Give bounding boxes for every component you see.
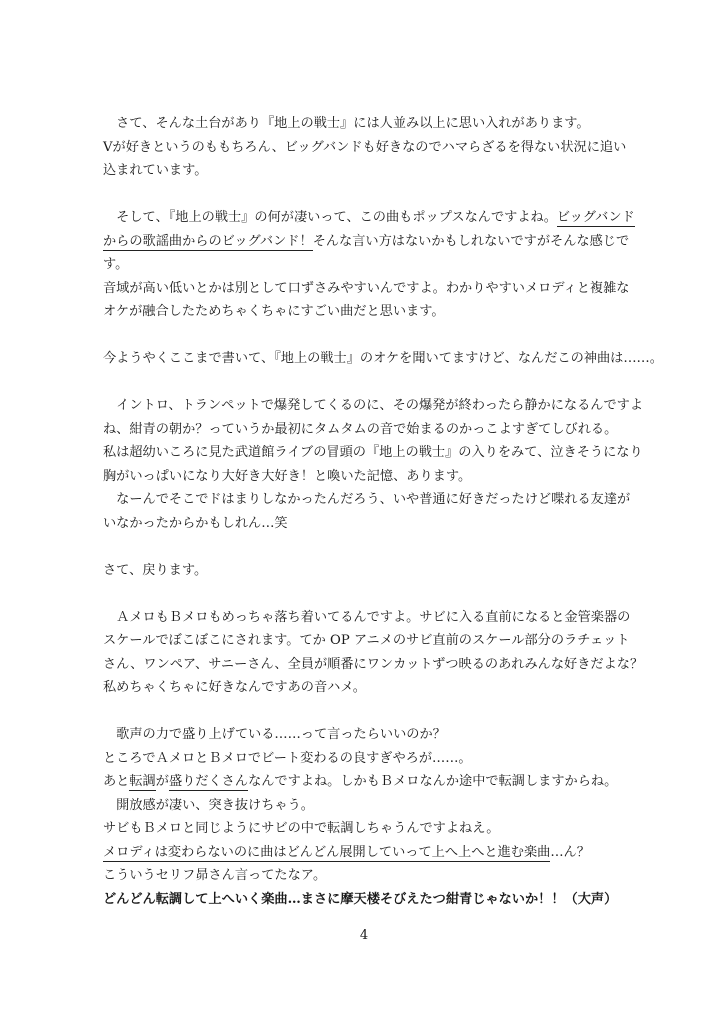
underlined-text: 盛りだくさん — [168, 774, 249, 789]
paragraph-line: オケが融合したためちゃくちゃにすごい曲だと思います。 — [103, 304, 445, 319]
underlined-text: 転調 — [129, 774, 156, 789]
text-run: あと — [103, 774, 130, 789]
paragraph-line: こういうセリフ昴さん言ってたなア。 — [103, 868, 327, 883]
text-run: なんですよね。しかもＢメロなんか途中で転調しますからね。 — [248, 774, 618, 789]
paragraph-line: なーんでそこでドはまりしなかったんだろう、いや普通に好きだったけど喋れる友達が — [103, 492, 631, 507]
paragraph-line: 開放感が凄い、突き抜けちゃう。 — [103, 797, 314, 813]
paragraph-line: ところでＡメロとＢメロでビート変わるの良すぎやろが……。 — [103, 750, 472, 766]
paragraph-line: 音域が高い低いとかは別として口ずさみやすいんですよ。わかりやすいメロディと複雑な — [103, 280, 630, 296]
paragraph-line: スケールでぼこぼこにされます。てか OP アニメのサビ直前のスケール部分のラチェット — [103, 633, 630, 648]
text-run: が — [155, 774, 169, 789]
page-number: 4 — [359, 928, 369, 943]
underlined-text: メロディは変わらないのに曲はどんどん展開していって上へ上へと進む楽曲 — [103, 844, 551, 860]
paragraph-line: 今ようやくここまで書いて、『地上の戦士』のオケを聞いてますけど、なんだこの神曲は……。 — [103, 351, 663, 366]
blank-line — [103, 535, 643, 559]
paragraph-line: イントロ、トランペットで爆発してくるのに、その爆発が終わったら静かになるんですよ — [103, 398, 644, 413]
paragraph-line: Vが好きというのももちろん、ビッグバンドも好きなのでハマらざるを得ない状況に追い — [103, 139, 627, 155]
blank-line — [103, 371, 643, 395]
underlined-text: ビッグバンド — [556, 210, 635, 225]
paragraph-line: さて、戻ります。 — [103, 562, 208, 578]
paragraph-line — [103, 230, 643, 254]
paragraph-line — [103, 770, 643, 794]
text-run: そんな言い方はないかもしれないですがそんな感じで — [312, 233, 630, 249]
blank-line — [103, 324, 643, 348]
text-run: そして、『地上の戦士』の何が凄いって、この曲もポップスなんですよね。 — [103, 210, 557, 225]
paragraph-line: 私めちゃくちゃに好きなんですあの音ハメ。 — [103, 680, 366, 695]
blank-line — [103, 582, 643, 606]
paragraph-line: 胸がいっぱいになり大好き大好き！と喚いた記憶、あります。 — [103, 468, 472, 484]
paragraph-line — [103, 206, 643, 230]
underlined-text: からの歌謡曲からのビッグバンド！ — [103, 233, 313, 249]
paragraph-line: さて、そんな土台があり『地上の戦士』には人並み以上に思い入れがあります。 — [103, 116, 590, 131]
paragraph-line: ＡメロもＢメロもめっちゃ落ち着いてるんですよ。サビに入る直前になると金管楽器の — [103, 609, 631, 625]
paragraph-line — [103, 841, 643, 865]
paragraph-line: さん、ワンペア、サニーさん、全員が順番にワンカットずつ映るのあれみんな好きだよな？ — [103, 656, 644, 672]
body-text — [103, 112, 663, 911]
paragraph-line: いなかったからかもしれん…笑 — [103, 515, 288, 531]
paragraph-line: ね、紺青の朝か？っていうか最初にタムタムの音で始まるのかっこよすぎてしびれる。 — [103, 421, 618, 437]
paragraph-line: 込まれています。 — [103, 163, 208, 178]
paragraph-line: す。 — [103, 257, 129, 272]
blank-line — [103, 700, 643, 724]
blank-line — [103, 183, 643, 207]
paragraph-line: サビもＢメロと同じようにサビの中で転調しちゃうんですよねえ。 — [103, 821, 500, 836]
text-run: …ん？ — [550, 844, 590, 860]
paragraph-line: 歌声の力で盛り上げている……って言ったらいいのか？ — [103, 727, 446, 742]
bold-line: どんどん転調して上へいく楽曲…まさに摩天楼そびえたつ紺青じゃないか！！（大声） — [103, 891, 618, 907]
paragraph-line: 私は超幼いころに見た武道館ライブの冒頭の『地上の戦士』の入りをみて、泣きそうになり — [103, 445, 643, 460]
